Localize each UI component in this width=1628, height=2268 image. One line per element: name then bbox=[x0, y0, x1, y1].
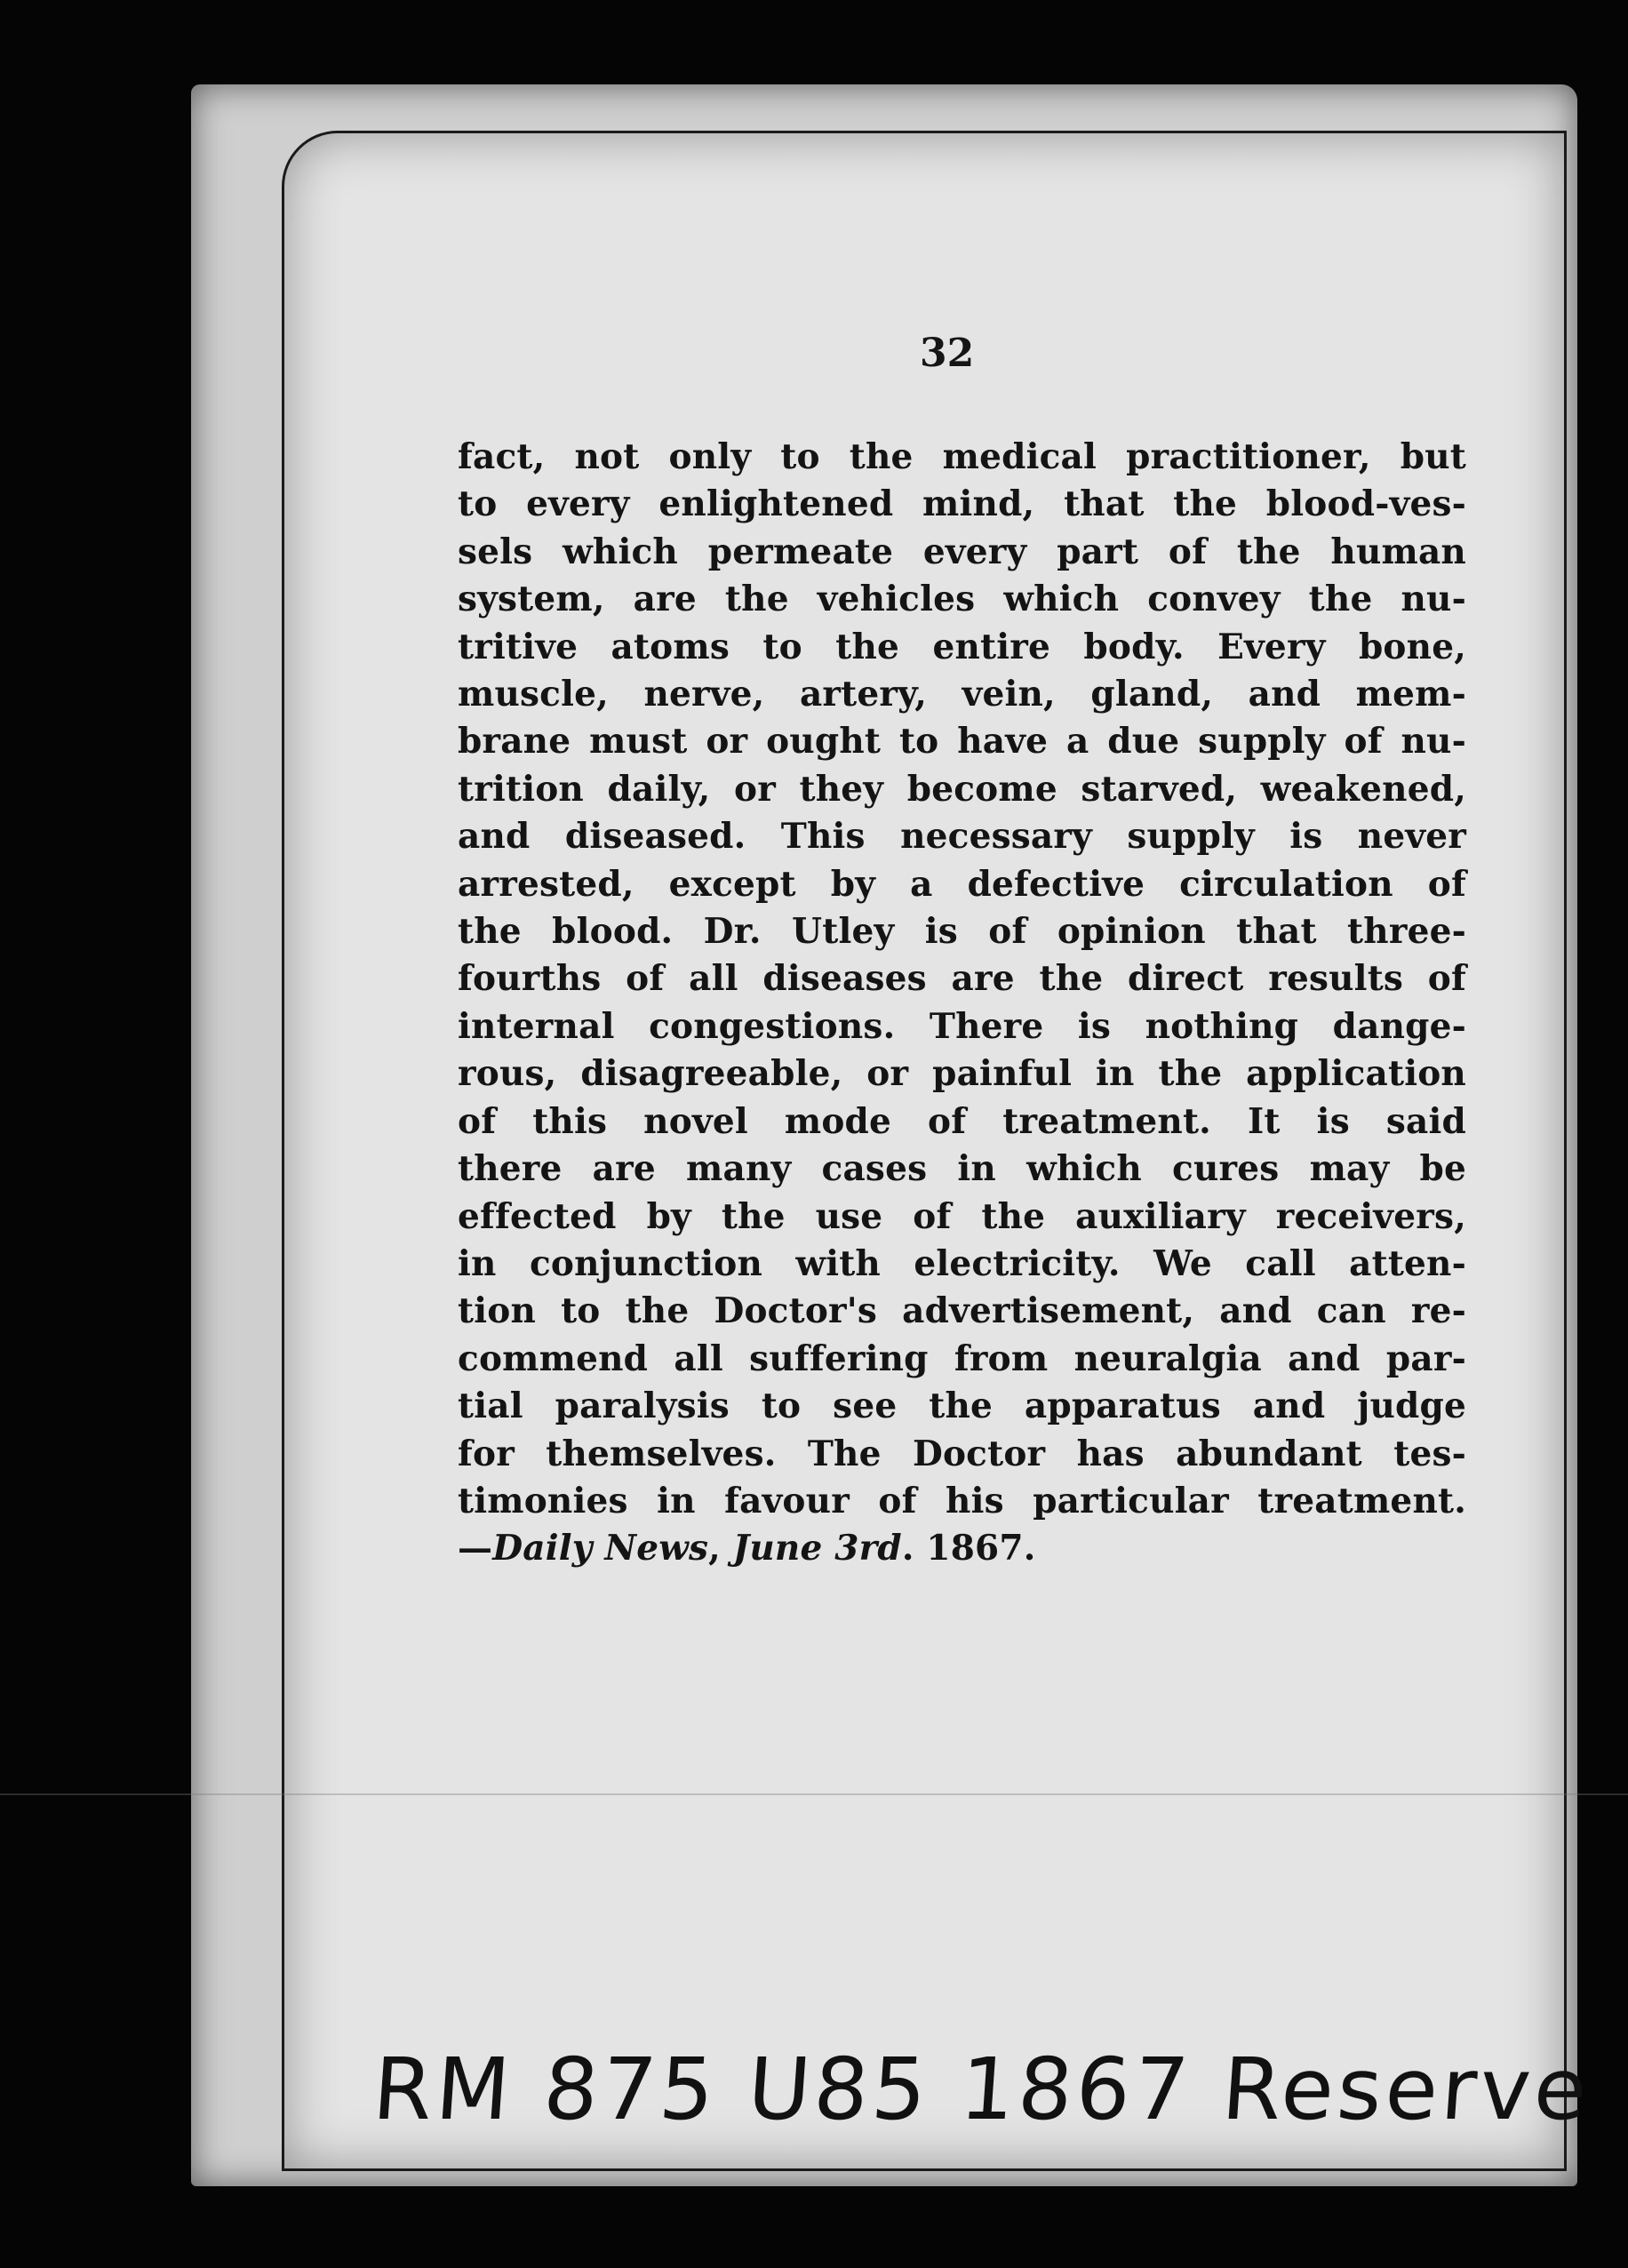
text-line: system, are the vehicles which convey the nu- bbox=[458, 579, 1466, 620]
text-line: timonies in favour of his particular treatment. bbox=[458, 1480, 1466, 1521]
text-line: tion to the Doctor's advertisement, and can re- bbox=[458, 1290, 1466, 1332]
text-line: in conjunction with electricity. We call atten- bbox=[458, 1242, 1466, 1284]
text-line: fourths of all diseases are the direct results of bbox=[458, 958, 1466, 1000]
text-line: the blood. Dr. Utley is of opinion that three- bbox=[458, 911, 1466, 953]
citation-source: Daily News bbox=[492, 1528, 709, 1569]
text-line: tial paralysis to see the apparatus and judge bbox=[458, 1386, 1466, 1427]
text-line: of this novel mode of treatment. It is said bbox=[458, 1100, 1466, 1142]
text-line: commend all suffering from neuralgia and par- bbox=[458, 1338, 1466, 1379]
text-line: internal congestions. There is nothing dange- bbox=[458, 1005, 1466, 1047]
citation-dash: — bbox=[458, 1528, 493, 1569]
text-line: effected by the use of the auxiliary receivers, bbox=[458, 1195, 1466, 1237]
text-line: brane must or ought to have a due supply of nu- bbox=[458, 721, 1466, 763]
handwritten-call-number: RM 875 U85 1867 Reserve bbox=[370, 2040, 1594, 2139]
citation-year: . 1867. bbox=[901, 1528, 1036, 1569]
page-number: 32 bbox=[920, 331, 975, 376]
text-line: arrested, except by a defective circulation of bbox=[458, 863, 1466, 905]
text-line: there are many cases in which cures may be bbox=[458, 1148, 1466, 1190]
text-line: for themselves. The Doctor has abundant tes- bbox=[458, 1433, 1466, 1474]
text-line: rous, disagreeable, or painful in the application bbox=[458, 1053, 1466, 1095]
text-line: and diseased. This necessary supply is never bbox=[458, 816, 1466, 858]
text-line: sels which permeate every part of the human bbox=[458, 531, 1466, 572]
citation: —Daily News, June 3rd. 1867. bbox=[458, 1528, 1036, 1569]
text-line: fact, not only to the medical practitioner, but bbox=[458, 436, 1466, 477]
text-line: trition daily, or they become starved, weakened, bbox=[458, 768, 1466, 810]
text-line: to every enlightened mind, that the blood-ves- bbox=[458, 483, 1466, 525]
fold-line bbox=[0, 1793, 1628, 1795]
citation-date: June 3rd bbox=[732, 1528, 902, 1569]
text-line: tritive atoms to the entire body. Every bone, bbox=[458, 626, 1466, 667]
body-text bbox=[458, 434, 1466, 1573]
text-line: muscle, nerve, artery, vein, gland, and mem- bbox=[458, 674, 1466, 715]
